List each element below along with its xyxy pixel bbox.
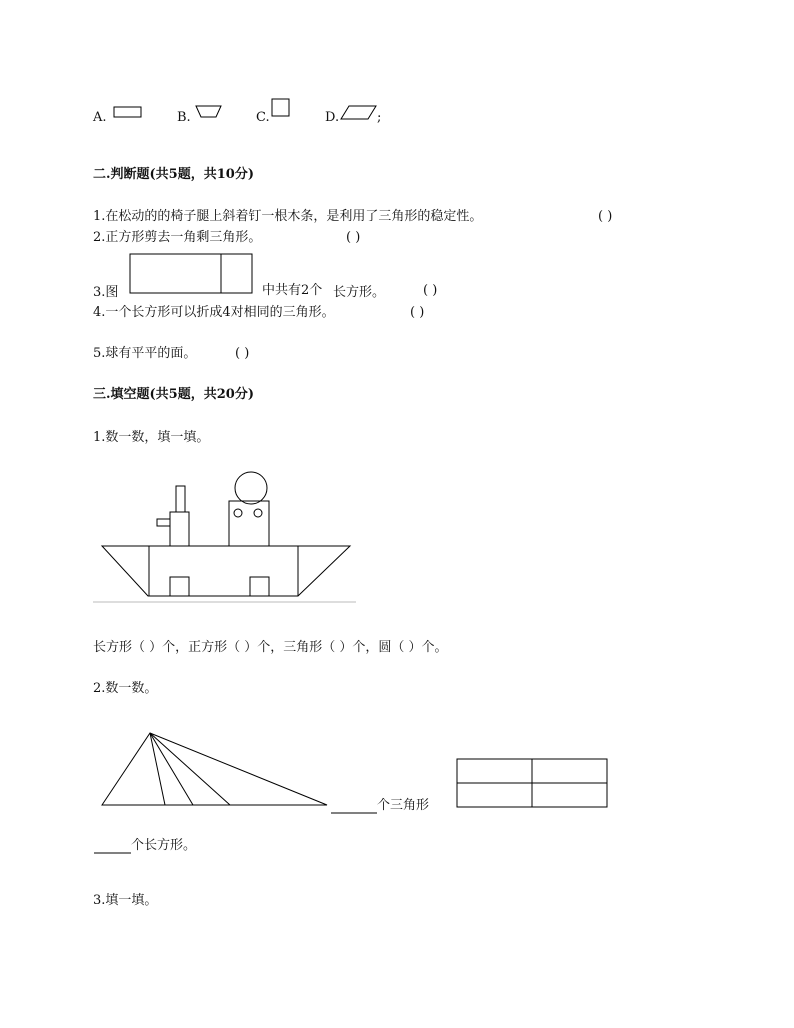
option-d-suffix: ; [377,110,382,125]
option-a-rectangle-shape [114,107,141,117]
s2-question-1: 1.在松动的的椅子腿上斜着钉一根木条，是利用了三角形的稳定性。 [93,209,483,224]
rectangles-count-figure [457,759,607,807]
s3-question-1-answer-line: 长方形（ ）个，正方形（ ）个，三角形（ ）个，圆（ ）个。 [93,640,448,655]
s2-question-5-answer-paren: ( ) [235,346,250,361]
s2-question-3-answer-paren: ( ) [423,283,438,298]
s2-question-3-prefix: 3.图 [93,285,119,300]
option-b-trapezoid-shape [196,106,221,117]
section3-title: 三.填空题(共5题，共20分) [93,387,254,402]
s3-question-3: 3.填一填。 [93,893,158,908]
option-c-square-shape [272,99,289,116]
s3-question-2-rect-suffix: 个长方形。 [131,838,197,853]
ship-figure [102,472,350,596]
s2-question-2: 2.正方形剪去一角剩三角形。 [93,230,262,245]
q3-rectangle-figure [130,254,252,293]
s2-question-2-answer-paren: ( ) [346,230,361,245]
option-b-label: B. [177,110,191,125]
s3-question-1: 1.数一数，填一填。 [93,430,210,445]
option-d-label: D. [325,110,340,125]
s2-question-3-suffix-b: 长方形。 [333,285,386,300]
s2-question-1-answer-paren: ( ) [598,209,613,224]
s3-question-2: 2.数一数。 [93,681,158,696]
option-c-label: C. [256,110,270,125]
option-a-label: A. [93,110,107,125]
s2-question-3-suffix-a: 中共有2个 [262,283,323,298]
s2-question-4: 4.一个长方形可以折成4对相同的三角形。 [93,305,335,320]
triangles-count-figure [102,733,327,805]
s3-question-2-triangle-suffix: 个三角形 [377,798,430,813]
s2-question-4-answer-paren: ( ) [410,305,425,320]
option-d-parallelogram-shape [341,106,376,119]
s2-question-5: 5.球有平平的面。 [93,346,197,361]
section2-title: 二.判断题(共5题，共10分) [93,167,254,182]
